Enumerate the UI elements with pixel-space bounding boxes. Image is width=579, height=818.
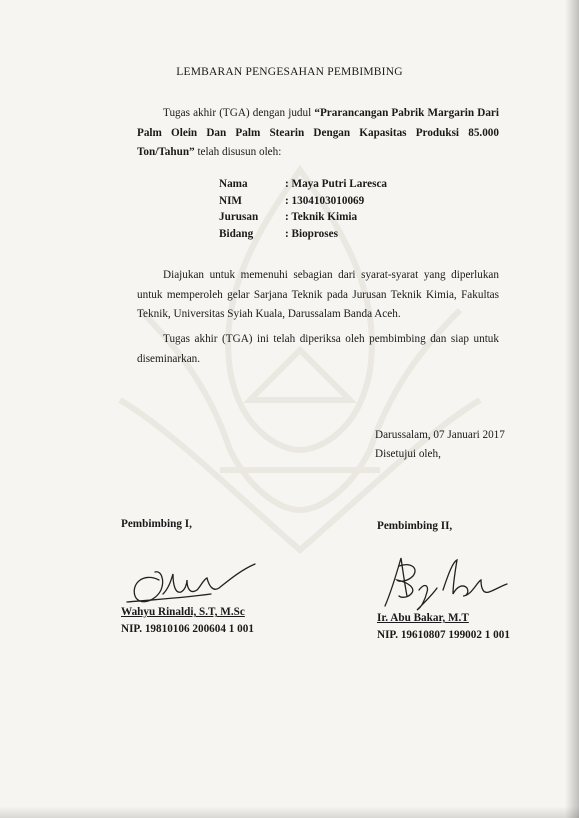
place-date: Darussalam, 07 Januari 2017 [375,429,505,441]
info-value: : Bioproses [285,227,338,240]
info-value: : Teknik Kimia [285,211,358,223]
info-label: NIM [219,194,242,207]
info-row-nim [219,195,387,212]
supervisor-nip: NIP. 19810106 200604 1 001 [121,623,254,635]
purpose-paragraph: Diajukan untuk memenuhi sebagian dari syarat-syarat yang diperlukan untuk memperoleh gelar Sarjana Teknik pada Jurusan Teknik Kimia, Fakultas Teknik, Universitas Syiah Kuala, Darussalam Banda Aceh. [137,269,499,320]
supervisor-name: Wahyu Rinaldi, S.T, M.Sc [121,606,245,618]
scan-bottom-shadow [0,806,579,818]
thesis-title: “Prarancangan Pabrik Margarin Dari Palm Olein Dan Palm Stearin Dengan Kapasitas Produksi 85.000 Ton/Tahun” [137,107,499,158]
student-info [219,178,387,244]
info-value: : Maya Putri Laresca [285,178,388,190]
intro-text-after: telah disusun oleh: [194,146,282,158]
info-row-bidang [219,228,387,245]
supervisor-2 [377,520,517,641]
supervisor-role: Pembimbing I, [121,518,192,530]
info-label: Jurusan [219,211,259,223]
info-row-nama [219,178,387,195]
info-label: Nama [219,178,248,190]
document-title: LEMBARAN PENGESAHAN PEMBIMBING [176,66,403,78]
supervisor-name: Ir. Abu Bakar, M.T [377,612,469,624]
checked-paragraph: Tugas akhir (TGA) ini telah diperiksa oleh pembimbing dan siap untuk diseminarkan. [137,333,499,365]
signature-1-icon [121,550,261,610]
info-row-jurusan [219,211,387,228]
intro-paragraph [137,104,499,163]
supervisor-role: Pembimbing II, [377,520,453,532]
approval-date-block [375,426,505,464]
info-label: Bidang [219,227,254,240]
info-value: : 1304103010069 [285,194,365,207]
supervisor-nip: NIP. 19610807 199002 1 001 [377,629,510,641]
approved-by: Disetujui oleh, [375,448,441,460]
intro-text-before: Tugas akhir (TGA) dengan judul [163,107,315,119]
signature-2-icon [377,552,517,612]
supervisor-1 [121,518,261,635]
scan-edge-shadow [565,0,579,818]
